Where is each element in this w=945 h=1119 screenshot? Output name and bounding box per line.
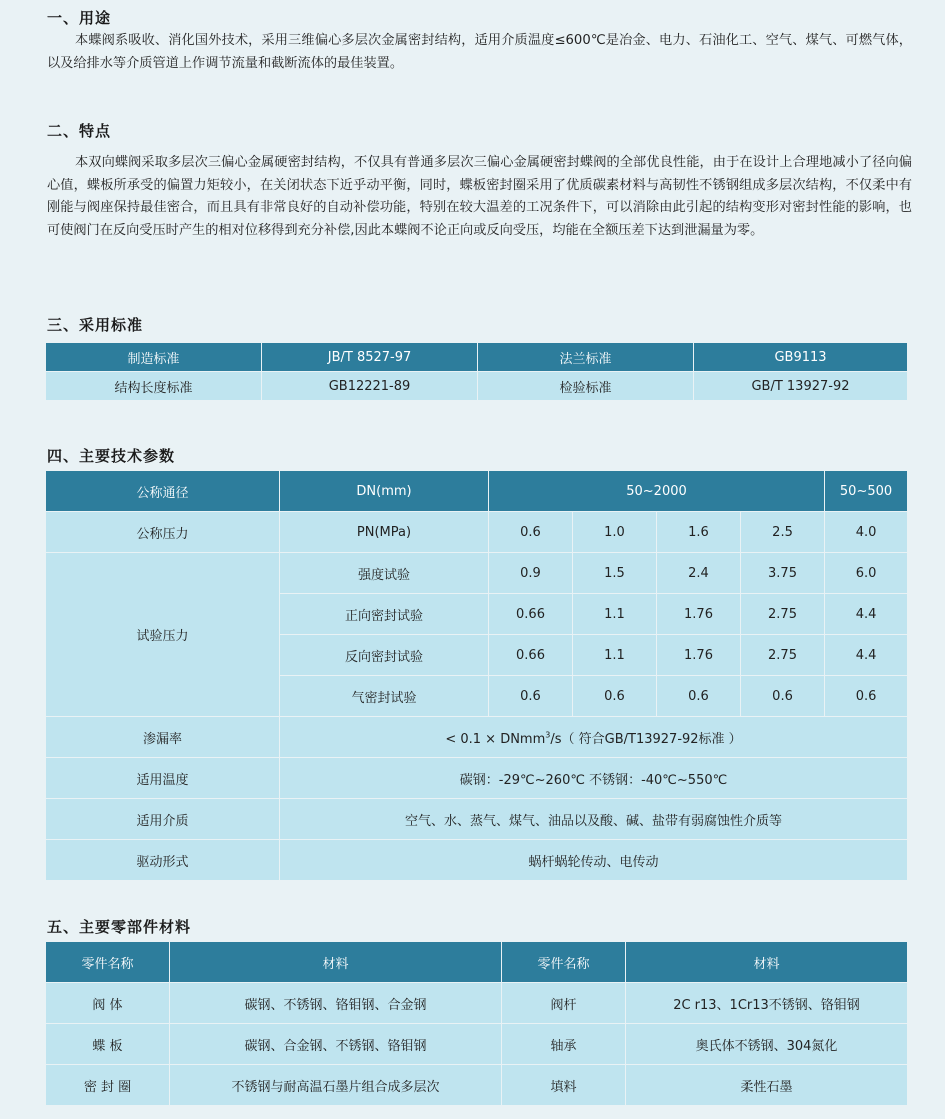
param-value: 4.4 — [825, 635, 908, 676]
leak-rate-post: /s（ 符合GB/T13927-92标准 ） — [550, 731, 742, 747]
section-title-usage: 一、用途 — [47, 9, 112, 27]
standards-cell: 结构长度标准 — [46, 372, 262, 401]
table-row — [46, 758, 908, 799]
standards-cell: GB9113 — [694, 343, 908, 372]
table-row — [46, 553, 908, 594]
temperature-value: 碳钢：-29℃~260℃ 不锈钢：-40℃~550℃ — [280, 758, 908, 799]
leak-rate-value — [280, 717, 908, 758]
standards-cell: 检验标准 — [478, 372, 694, 401]
param-label: 反向密封试验 — [280, 635, 489, 676]
param-value: 4.0 — [825, 512, 908, 553]
standards-cell: GB/T 13927-92 — [694, 372, 908, 401]
param-header-cell: 公称通径 — [46, 471, 280, 512]
table-row — [46, 1024, 908, 1065]
materials-header-cell: 零件名称 — [46, 942, 170, 983]
param-label: PN(MPa) — [280, 512, 489, 553]
materials-cell: 碳钢、不锈钢、铬钼钢、合金钢 — [170, 983, 502, 1024]
param-label: 驱动形式 — [46, 840, 280, 881]
materials-header-cell: 材料 — [170, 942, 502, 983]
param-value: 6.0 — [825, 553, 908, 594]
materials-cell: 阀杆 — [502, 983, 626, 1024]
param-value: 1.1 — [573, 594, 657, 635]
standards-table — [45, 342, 908, 401]
table-row — [46, 343, 908, 372]
standards-cell: JB/T 8527-97 — [262, 343, 478, 372]
param-value: 3.75 — [741, 553, 825, 594]
materials-header-cell: 材料 — [626, 942, 908, 983]
standards-cell: 法兰标准 — [478, 343, 694, 372]
param-value: 2.75 — [741, 635, 825, 676]
param-header-cell: 50~500 — [825, 471, 908, 512]
param-value: 0.6 — [657, 676, 741, 717]
param-label: 正向密封试验 — [280, 594, 489, 635]
param-value: 2.75 — [741, 594, 825, 635]
param-value: 1.1 — [573, 635, 657, 676]
param-value: 0.66 — [489, 635, 573, 676]
param-value: 0.6 — [489, 512, 573, 553]
param-value: 0.6 — [573, 676, 657, 717]
section-title-materials: 五、主要零部件材料 — [47, 918, 192, 936]
param-value: 0.6 — [741, 676, 825, 717]
section-title-standards: 三、采用标准 — [47, 316, 144, 334]
materials-cell: 不锈钢与耐高温石墨片组合成多层次 — [170, 1065, 502, 1106]
param-value: 1.76 — [657, 635, 741, 676]
param-value: 2.4 — [657, 553, 741, 594]
materials-cell: 填料 — [502, 1065, 626, 1106]
param-header-cell: 50~2000 — [489, 471, 825, 512]
leak-rate-exponent: 3 — [545, 730, 551, 740]
features-paragraph: 本双向蝶阀采取多层次三偏心金属硬密封结构，不仅具有普通多层次三偏心金属硬密封蝶阀的全部优良性能，由于在设计上合理地减小了径向偏心值，蝶板所承受的偏置力矩较小，在关闭状态下近乎动平衡，同时，蝶板密封圈采用了优质碳素材料与高韧性不锈钢组成多层次结构，不仅柔中有刚能与阀座保持最佳密合，而且具有非常良好的自动补偿功能，特别在较大温差的工况条件下，可以消除由此引起的结构变形对密封性能的影响，也可使阀门在反向受压时产生的相对位移得到充分补偿,因此本蝶阀不论正向或反向受压，均能在全额压差下达到泄漏量为零。 — [47, 155, 912, 239]
param-value: 1.5 — [573, 553, 657, 594]
param-header-cell: DN(mm) — [280, 471, 489, 512]
materials-cell: 奥氏体不锈钢、304氮化 — [626, 1024, 908, 1065]
table-row — [46, 942, 908, 983]
table-row — [46, 799, 908, 840]
table-row — [46, 512, 908, 553]
medium-value: 空气、水、蒸气、煤气、油品以及酸、碱、盐带有弱腐蚀性介质等 — [280, 799, 908, 840]
param-label: 渗漏率 — [46, 717, 280, 758]
param-value: 0.66 — [489, 594, 573, 635]
param-value: 0.6 — [489, 676, 573, 717]
table-row — [46, 717, 908, 758]
materials-header-cell: 零件名称 — [502, 942, 626, 983]
materials-table — [45, 941, 908, 1106]
materials-cell: 轴承 — [502, 1024, 626, 1065]
standards-cell: 制造标准 — [46, 343, 262, 372]
param-label: 公称压力 — [46, 512, 280, 553]
parameters-table — [45, 470, 908, 881]
materials-cell: 蝶 板 — [46, 1024, 170, 1065]
param-label: 气密封试验 — [280, 676, 489, 717]
param-value: 0.9 — [489, 553, 573, 594]
standards-cell: GB12221-89 — [262, 372, 478, 401]
section-title-features: 二、特点 — [47, 122, 112, 140]
materials-cell: 碳钢、合金钢、不锈钢、铬钼钢 — [170, 1024, 502, 1065]
materials-cell: 2C r13、1Cr13不锈钢、铬钼钢 — [626, 983, 908, 1024]
drive-value: 蜗杆蜗轮传动、电传动 — [280, 840, 908, 881]
param-label: 强度试验 — [280, 553, 489, 594]
param-label: 适用介质 — [46, 799, 280, 840]
table-row — [46, 983, 908, 1024]
usage-paragraph: 本蝶阀系吸收、消化国外技术，采用三维偏心多层次金属密封结构，适用介质温度≤600℃是冶金、电力、石油化工、空气、煤气、可燃气体，以及给排水等介质管道上作调节流量和截断流体的最佳装置。 — [47, 33, 912, 71]
param-value: 2.5 — [741, 512, 825, 553]
param-value: 1.6 — [657, 512, 741, 553]
materials-cell: 阀 体 — [46, 983, 170, 1024]
materials-cell: 密 封 圈 — [46, 1065, 170, 1106]
table-row — [46, 840, 908, 881]
param-value: 1.76 — [657, 594, 741, 635]
param-value: 0.6 — [825, 676, 908, 717]
table-row — [46, 1065, 908, 1106]
param-value: 1.0 — [573, 512, 657, 553]
section-title-parameters: 四、主要技术参数 — [47, 447, 176, 465]
param-label: 试验压力 — [46, 553, 280, 717]
param-value: 4.4 — [825, 594, 908, 635]
materials-cell: 柔性石墨 — [626, 1065, 908, 1106]
param-label: 适用温度 — [46, 758, 280, 799]
leak-rate-pre: < 0.1 × DNmm — [445, 731, 546, 747]
table-row — [46, 471, 908, 512]
table-row — [46, 372, 908, 401]
